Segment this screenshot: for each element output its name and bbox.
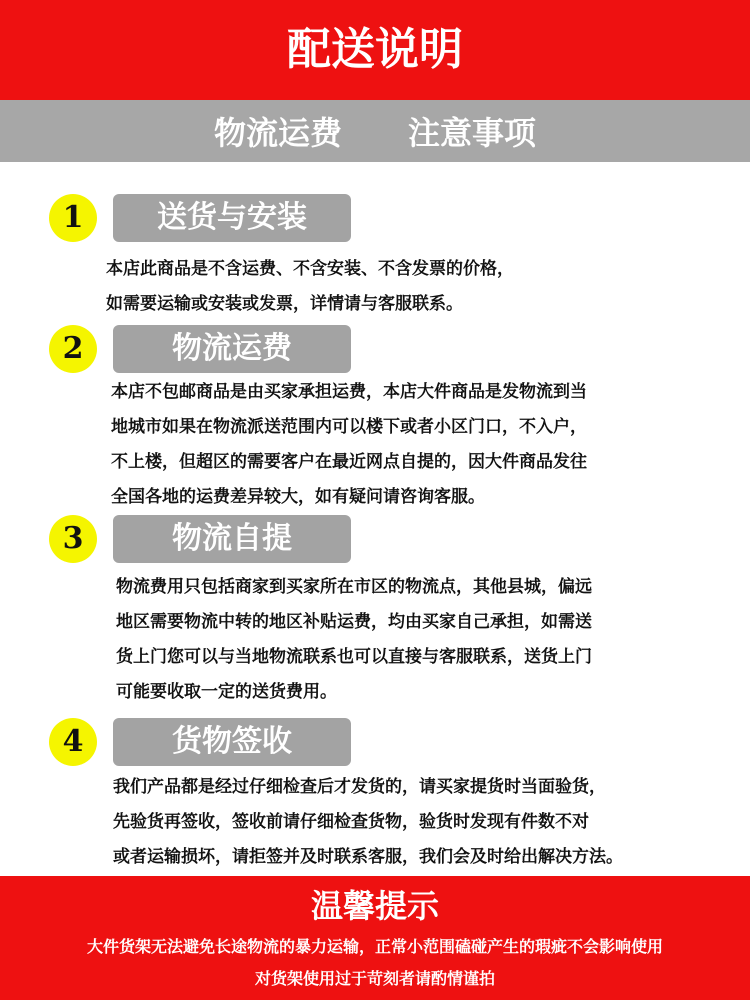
section-title: 送货与安装 — [113, 194, 351, 242]
body-line: 如需要运输或安装或发票，详情请与客服联系。 — [106, 294, 463, 314]
section-number-badge: 4 — [49, 718, 97, 766]
section-number-badge: 3 — [49, 515, 97, 563]
section-number-badge: 2 — [49, 325, 97, 373]
section-title: 物流自提 — [113, 515, 351, 563]
subtitle-notes: 注意事项 — [408, 114, 537, 152]
warm-tips-title: 温馨提示 — [310, 887, 439, 925]
warm-tips-line: 对货架使用过于苛刻者请酌情谨拍 — [254, 969, 495, 988]
subtitle-shipping-fee: 物流运费 — [213, 114, 342, 152]
body-line: 可能要收取一定的送货费用。 — [116, 682, 337, 702]
section-body — [0, 375, 750, 515]
body-line: 地区需要物流中转的地区补贴运费，均由买家自己承担，如需送 — [116, 612, 592, 632]
page-title: 配送说明 — [0, 0, 750, 100]
body-line: 货上门您可以与当地物流联系也可以直接与客服联系，送货上门 — [116, 647, 592, 667]
body-line: 或者运输损坏，请拒签并及时联系客服，我们会及时给出解决方法。 — [113, 847, 623, 867]
subtitle-bar — [0, 100, 750, 162]
section-body — [0, 570, 750, 710]
body-line: 先验货再签收，签收前请仔细检查货物，验货时发现有件数不对 — [113, 812, 589, 832]
body-line: 全国各地的运费差异较大，如有疑问请咨询客服。 — [111, 487, 485, 507]
section-body — [0, 252, 750, 322]
section-body — [0, 770, 750, 875]
body-line: 地城市如果在物流派送范围内可以楼下或者小区门口，不入户， — [111, 417, 587, 437]
warm-tips-banner — [0, 876, 750, 1000]
body-line: 本店此商品是不含运费、不含安装、不含发票的价格， — [106, 259, 514, 279]
body-line: 我们产品都是经过仔细检查后才发货的，请买家提货时当面验货， — [113, 777, 606, 797]
section-number-badge: 1 — [49, 194, 97, 242]
body-line: 物流费用只包括商家到买家所在市区的物流点，其他县城，偏远 — [116, 577, 592, 597]
body-line: 不上楼，但超区的需要客户在最近网点自提的，因大件商品发往 — [111, 452, 587, 472]
section-title: 货物签收 — [113, 718, 351, 766]
body-line: 本店不包邮商品是由买家承担运费，本店大件商品是发物流到当 — [111, 382, 587, 402]
warm-tips-line: 大件货架无法避免长途物流的暴力运输，正常小范围磕碰产生的瑕疵不会影响使用 — [86, 937, 663, 956]
section-title: 物流运费 — [113, 325, 351, 373]
